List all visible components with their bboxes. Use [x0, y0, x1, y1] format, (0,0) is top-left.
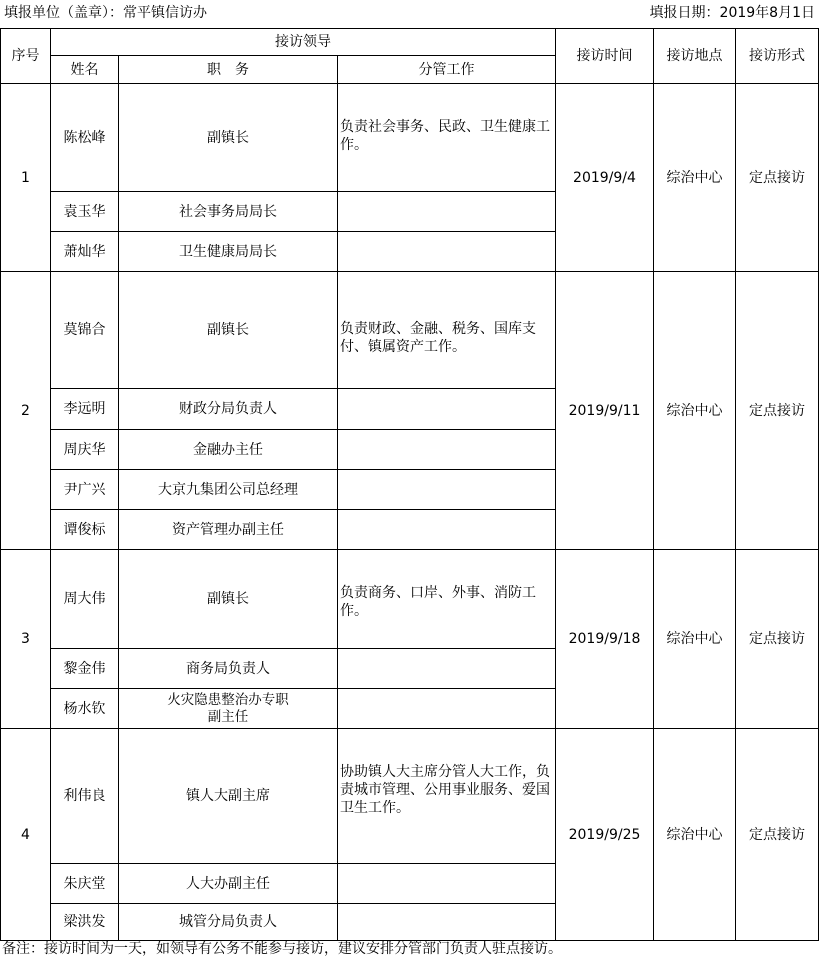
name-cell: 莫锦合	[51, 272, 119, 389]
col-position-header: 职 务	[119, 56, 338, 84]
position-cell: 财政分局负责人	[119, 389, 338, 430]
duty-cell-empty	[338, 389, 556, 430]
name-cell: 朱庆堂	[51, 864, 119, 904]
position-cell: 副镇长	[119, 84, 338, 192]
col-name-header: 姓名	[51, 56, 119, 84]
place-cell: 综治中心	[654, 84, 736, 272]
duty-cell: 协助镇人大主席分管人大工作，负责城市管理、公用事业服务、爱国卫生工作。	[338, 729, 556, 864]
position-line-1: 火灾隐患整治办专职	[167, 691, 289, 708]
duty-cell-empty	[338, 510, 556, 550]
date-label: 填报日期：2019年8月1日	[649, 5, 815, 21]
reception-schedule-table	[0, 28, 819, 941]
position-cell: 人大办副主任	[119, 864, 338, 904]
time-cell: 2019/9/11	[556, 272, 654, 550]
position-cell: 金融办主任	[119, 430, 338, 470]
table-row	[1, 729, 819, 864]
table-row	[1, 550, 819, 649]
position-cell: 城管分局负责人	[119, 904, 338, 941]
time-cell: 2019/9/18	[556, 550, 654, 729]
duty-cell-empty	[338, 864, 556, 904]
duty-cell: 负责财政、金融、税务、国库支付、镇属资产工作。	[338, 272, 556, 389]
col-leader-group-header: 接访领导	[51, 29, 556, 56]
seq-cell: 3	[1, 550, 51, 729]
unit-label: 填报单位（盖章）：常平镇信访办	[4, 5, 207, 21]
form-cell: 定点接访	[736, 550, 819, 729]
name-cell: 梁洪发	[51, 904, 119, 941]
time-cell: 2019/9/25	[556, 729, 654, 941]
seq-cell: 4	[1, 729, 51, 941]
col-form-header: 接访形式	[736, 29, 819, 84]
position-cell: 社会事务局局长	[119, 192, 338, 232]
name-cell: 萧灿华	[51, 232, 119, 272]
place-cell: 综治中心	[654, 550, 736, 729]
name-cell: 周大伟	[51, 550, 119, 649]
position-cell	[119, 689, 338, 729]
name-cell: 杨水钦	[51, 689, 119, 729]
position-cell: 副镇长	[119, 550, 338, 649]
col-time-header: 接访时间	[556, 29, 654, 84]
position-cell: 镇人大副主席	[119, 729, 338, 864]
form-cell: 定点接访	[736, 272, 819, 550]
footnote: 备注：接访时间为一天，如领导有公务不能参与接访，建议安排分管部门负责人驻点接访。	[2, 941, 562, 957]
table-row	[1, 84, 819, 192]
col-seq-header: 序号	[1, 29, 51, 84]
duty-cell: 负责社会事务、民政、卫生健康工作。	[338, 84, 556, 192]
name-cell: 利伟良	[51, 729, 119, 864]
table-row	[1, 272, 819, 389]
place-cell: 综治中心	[654, 272, 736, 550]
col-duty-header: 分管工作	[338, 56, 556, 84]
duty-cell: 负责商务、口岸、外事、消防工作。	[338, 550, 556, 649]
time-cell: 2019/9/4	[556, 84, 654, 272]
name-cell: 谭俊标	[51, 510, 119, 550]
position-cell: 资产管理办副主任	[119, 510, 338, 550]
form-cell: 定点接访	[736, 729, 819, 941]
place-cell: 综治中心	[654, 729, 736, 941]
duty-cell-empty	[338, 192, 556, 232]
duty-cell-empty	[338, 649, 556, 689]
position-line-2: 副主任	[207, 708, 249, 725]
duty-cell-empty	[338, 430, 556, 470]
position-cell: 商务局负责人	[119, 649, 338, 689]
duty-cell-empty	[338, 689, 556, 729]
position-cell: 卫生健康局局长	[119, 232, 338, 272]
name-cell: 周庆华	[51, 430, 119, 470]
position-cell: 大京九集团公司总经理	[119, 470, 338, 510]
col-place-header: 接访地点	[654, 29, 736, 84]
duty-cell-empty	[338, 232, 556, 272]
duty-cell-empty	[338, 904, 556, 941]
seq-cell: 2	[1, 272, 51, 550]
name-cell: 尹广兴	[51, 470, 119, 510]
seq-cell: 1	[1, 84, 51, 272]
duty-cell-empty	[338, 470, 556, 510]
form-cell: 定点接访	[736, 84, 819, 272]
position-cell: 副镇长	[119, 272, 338, 389]
name-cell: 黎金伟	[51, 649, 119, 689]
name-cell: 李远明	[51, 389, 119, 430]
name-cell: 袁玉华	[51, 192, 119, 232]
name-cell: 陈松峰	[51, 84, 119, 192]
